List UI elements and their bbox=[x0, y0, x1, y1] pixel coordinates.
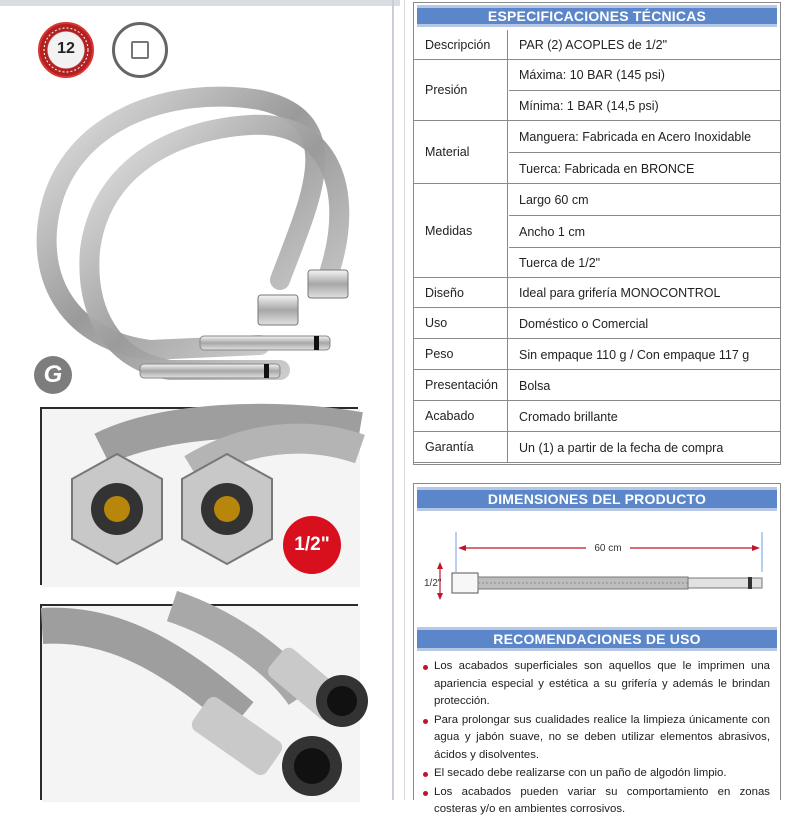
width-label: 1/2" bbox=[424, 578, 442, 589]
spec-value: Ideal para grifería MONOCONTROL bbox=[519, 286, 721, 300]
spec-value: Manguera: Fabricada en Acero Inoxidable bbox=[509, 121, 781, 153]
bag-icon bbox=[131, 41, 149, 59]
spec-row bbox=[413, 432, 781, 463]
column-divider bbox=[392, 0, 394, 800]
spec-value: Doméstico o Comercial bbox=[519, 316, 649, 331]
hex-nut-one bbox=[258, 295, 298, 325]
spec-label: Descripción bbox=[413, 30, 508, 59]
spec-table-title: ESPECIFICACIONES TÉCNICAS bbox=[417, 5, 777, 27]
spec-row bbox=[413, 60, 781, 121]
recommendation-item: Para prolongar sus cualidades realice la limpieza únicamente con agua y jabón suave, no se deben utilizar elementos abrasivos, ácidos y disolventes. bbox=[421, 712, 770, 765]
diagram-nut bbox=[452, 573, 478, 593]
spec-row bbox=[413, 339, 781, 370]
spec-row bbox=[413, 278, 781, 308]
recommendation-item: El secado debe realizarse con un paño de algodón limpio. bbox=[421, 765, 770, 783]
spec-label: Peso bbox=[413, 339, 508, 369]
hex-nut-two bbox=[308, 270, 348, 298]
spec-row bbox=[413, 401, 781, 432]
spec-label: Presentación bbox=[413, 370, 508, 400]
hose-pair-photo bbox=[30, 80, 360, 400]
spec-value: Bolsa bbox=[519, 378, 551, 393]
recommendation-item: Los acabados pueden variar su comportamiento en zonas costeras y/o en ambientes corrosivos. bbox=[421, 784, 770, 819]
dimension-drawing bbox=[418, 516, 776, 616]
stem-detail-photo bbox=[40, 604, 358, 800]
spec-label: Material bbox=[413, 121, 508, 183]
spec-value: Ancho 1 cm bbox=[509, 216, 781, 248]
spec-row bbox=[413, 30, 781, 60]
spec-value: PAR (2) ACOPLES de 1/2" bbox=[519, 38, 668, 52]
stem-two bbox=[140, 364, 280, 378]
o-ring-two bbox=[264, 364, 269, 378]
recommendation-item: Los acabados superficiales son aquellos que le imprimen una apariencia especial y estética a su grifería y además le brindan protección. bbox=[421, 658, 770, 711]
recommendations-title: RECOMENDACIONES DE USO bbox=[417, 627, 777, 651]
spec-label: Presión bbox=[413, 60, 508, 120]
spec-label: Medidas bbox=[413, 184, 508, 277]
spec-value: Largo 60 cm bbox=[509, 184, 781, 216]
column-divider-secondary bbox=[404, 0, 405, 800]
dimensions-title: DIMENSIONES DEL PRODUCTO bbox=[417, 487, 777, 511]
spec-label: Acabado bbox=[413, 401, 508, 431]
brand-logo: G bbox=[34, 356, 72, 394]
spec-value: Un (1) a partir de la fecha de compra bbox=[519, 440, 724, 455]
bag-badge bbox=[112, 22, 168, 78]
recommendations-list bbox=[421, 658, 770, 820]
product-photo-column bbox=[0, 0, 400, 800]
spec-label: Uso bbox=[413, 308, 508, 338]
spec-row bbox=[413, 370, 781, 401]
o-ring-one bbox=[314, 336, 319, 350]
spec-row bbox=[413, 184, 781, 278]
spec-value: Tuerca: Fabricada en BRONCE bbox=[519, 161, 695, 176]
spec-label: Diseño bbox=[413, 278, 508, 307]
warranty-badge bbox=[38, 22, 94, 78]
spec-value: Tuerca de 1/2" bbox=[519, 256, 601, 270]
size-badge: 1/2" bbox=[283, 516, 341, 574]
spec-value: Máxima: 10 BAR (145 psi) bbox=[509, 60, 781, 91]
spec-value: Mínima: 1 BAR (14,5 psi) bbox=[519, 99, 659, 113]
spec-value: Sin empaque 110 g / Con empaque 117 g bbox=[519, 347, 750, 362]
length-label: 60 cm bbox=[594, 543, 622, 554]
top-rule bbox=[0, 0, 400, 6]
spec-label: Garantía bbox=[413, 432, 508, 462]
spec-value: Cromado brillante bbox=[519, 409, 618, 424]
stem-one bbox=[200, 336, 330, 350]
warranty-years: 12 bbox=[57, 40, 75, 57]
stem-closeup-image bbox=[42, 606, 360, 802]
spec-row bbox=[413, 121, 781, 184]
spec-row bbox=[413, 308, 781, 339]
